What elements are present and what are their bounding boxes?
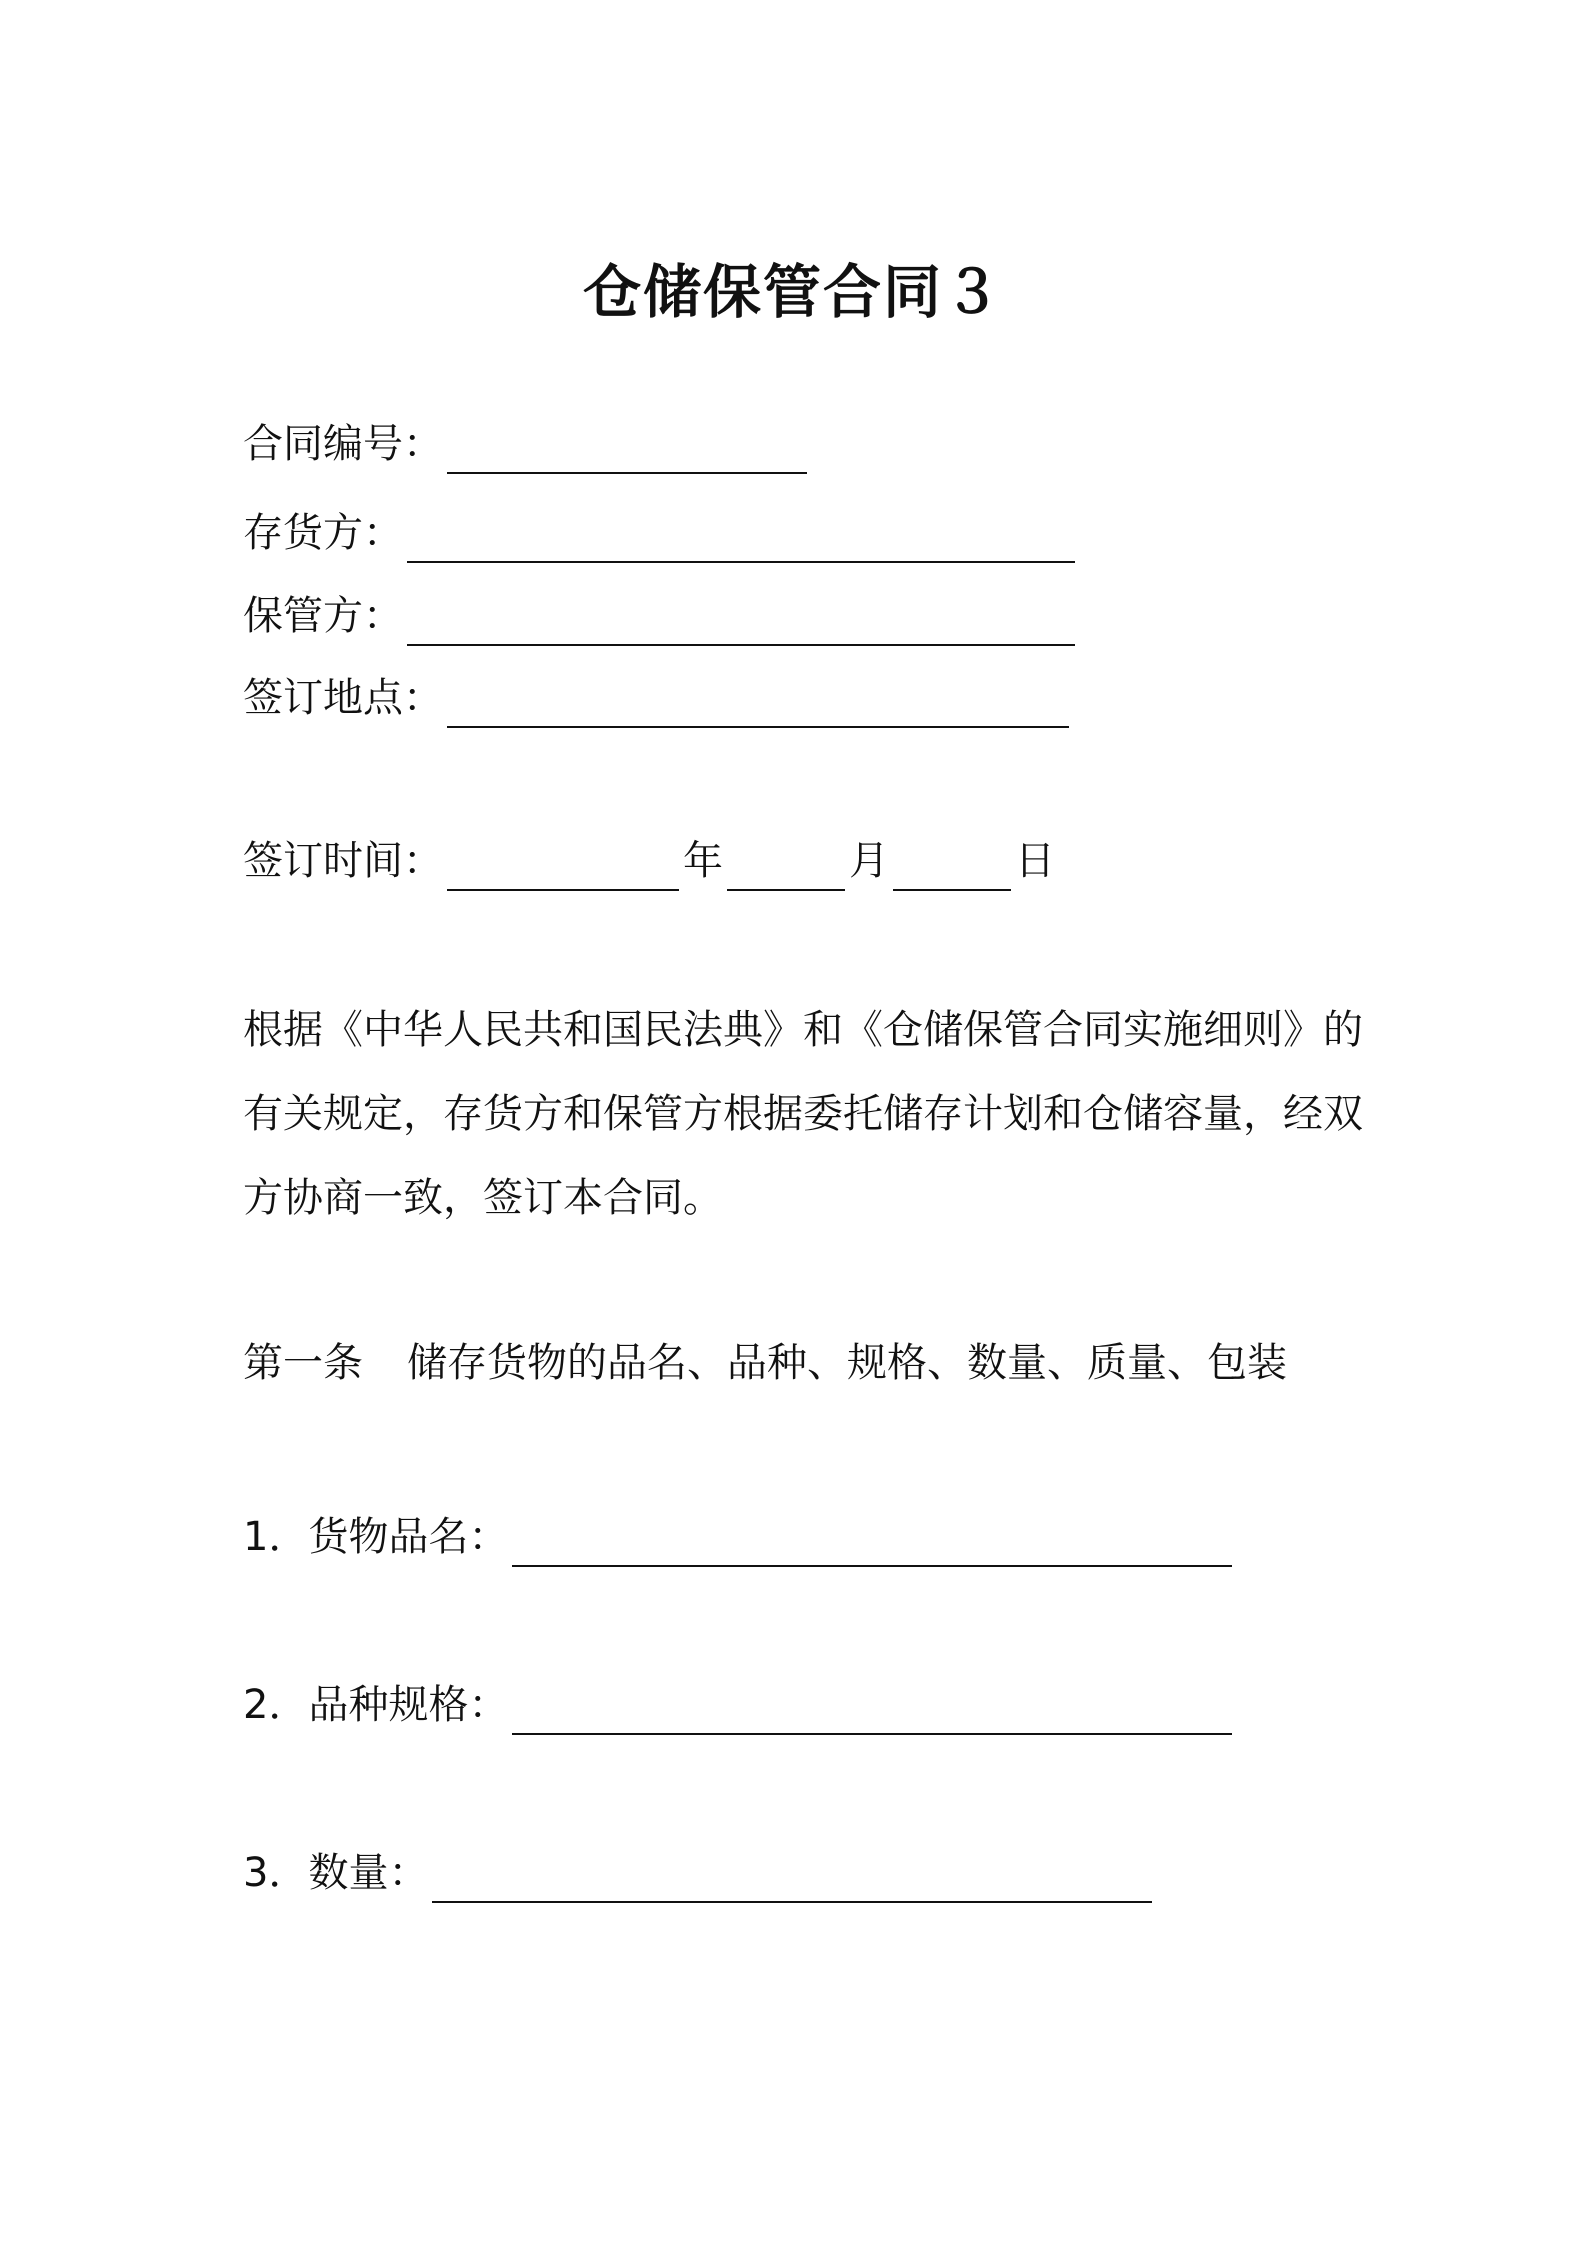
document-title: 仓储保管合同３ <box>582 258 1003 326</box>
article-1-number: 第一条 <box>243 1340 363 1386</box>
item-variety-spec-line <box>243 1675 1236 1735</box>
preamble-paragraph: 根据《中华人民共和国民法典》和《仓储保管合同实施细则》的有关规定，存货方和保管方根据委托储存计划和仓储容量，经双方协商一致，签订本合同。 <box>243 1007 1363 1221</box>
custodian-label: 保管方： <box>243 593 403 639</box>
article-1-title: 储存货物的品名、品种、规格、数量、质量、包装 <box>407 1340 1287 1386</box>
item-goods-name-line <box>243 1507 1236 1567</box>
goods-name-blank[interactable] <box>512 1521 1232 1567</box>
custodian-blank[interactable] <box>407 600 1075 646</box>
year-label: 年 <box>683 838 723 884</box>
depositor-label: 存货方： <box>243 510 403 556</box>
sign-year-blank[interactable] <box>447 845 679 891</box>
sign-place-line <box>243 668 1073 728</box>
item-quantity-label: 3．数量： <box>243 1850 429 1896</box>
day-label: 日 <box>1015 838 1055 884</box>
contract-number-blank[interactable] <box>447 428 807 474</box>
item-quantity-line <box>243 1843 1156 1903</box>
month-label: 月 <box>849 838 889 884</box>
sign-time-line <box>243 831 1055 891</box>
article-1-heading <box>243 1333 1287 1393</box>
quantity-blank[interactable] <box>432 1857 1152 1903</box>
custodian-line <box>243 586 1079 646</box>
item-variety-spec-label: 2．品种规格： <box>243 1682 509 1728</box>
depositor-line <box>243 503 1079 563</box>
item-goods-name-label: 1．货物品名： <box>243 1514 509 1560</box>
contract-number-label: 合同编号： <box>243 421 443 467</box>
contract-number-line <box>243 414 811 474</box>
sign-day-blank[interactable] <box>893 845 1011 891</box>
sign-place-blank[interactable] <box>447 682 1069 728</box>
depositor-blank[interactable] <box>407 517 1075 563</box>
sign-month-blank[interactable] <box>727 845 845 891</box>
sign-place-label: 签订地点： <box>243 675 443 721</box>
sign-time-label: 签订时间： <box>243 838 443 884</box>
variety-spec-blank[interactable] <box>512 1689 1232 1735</box>
